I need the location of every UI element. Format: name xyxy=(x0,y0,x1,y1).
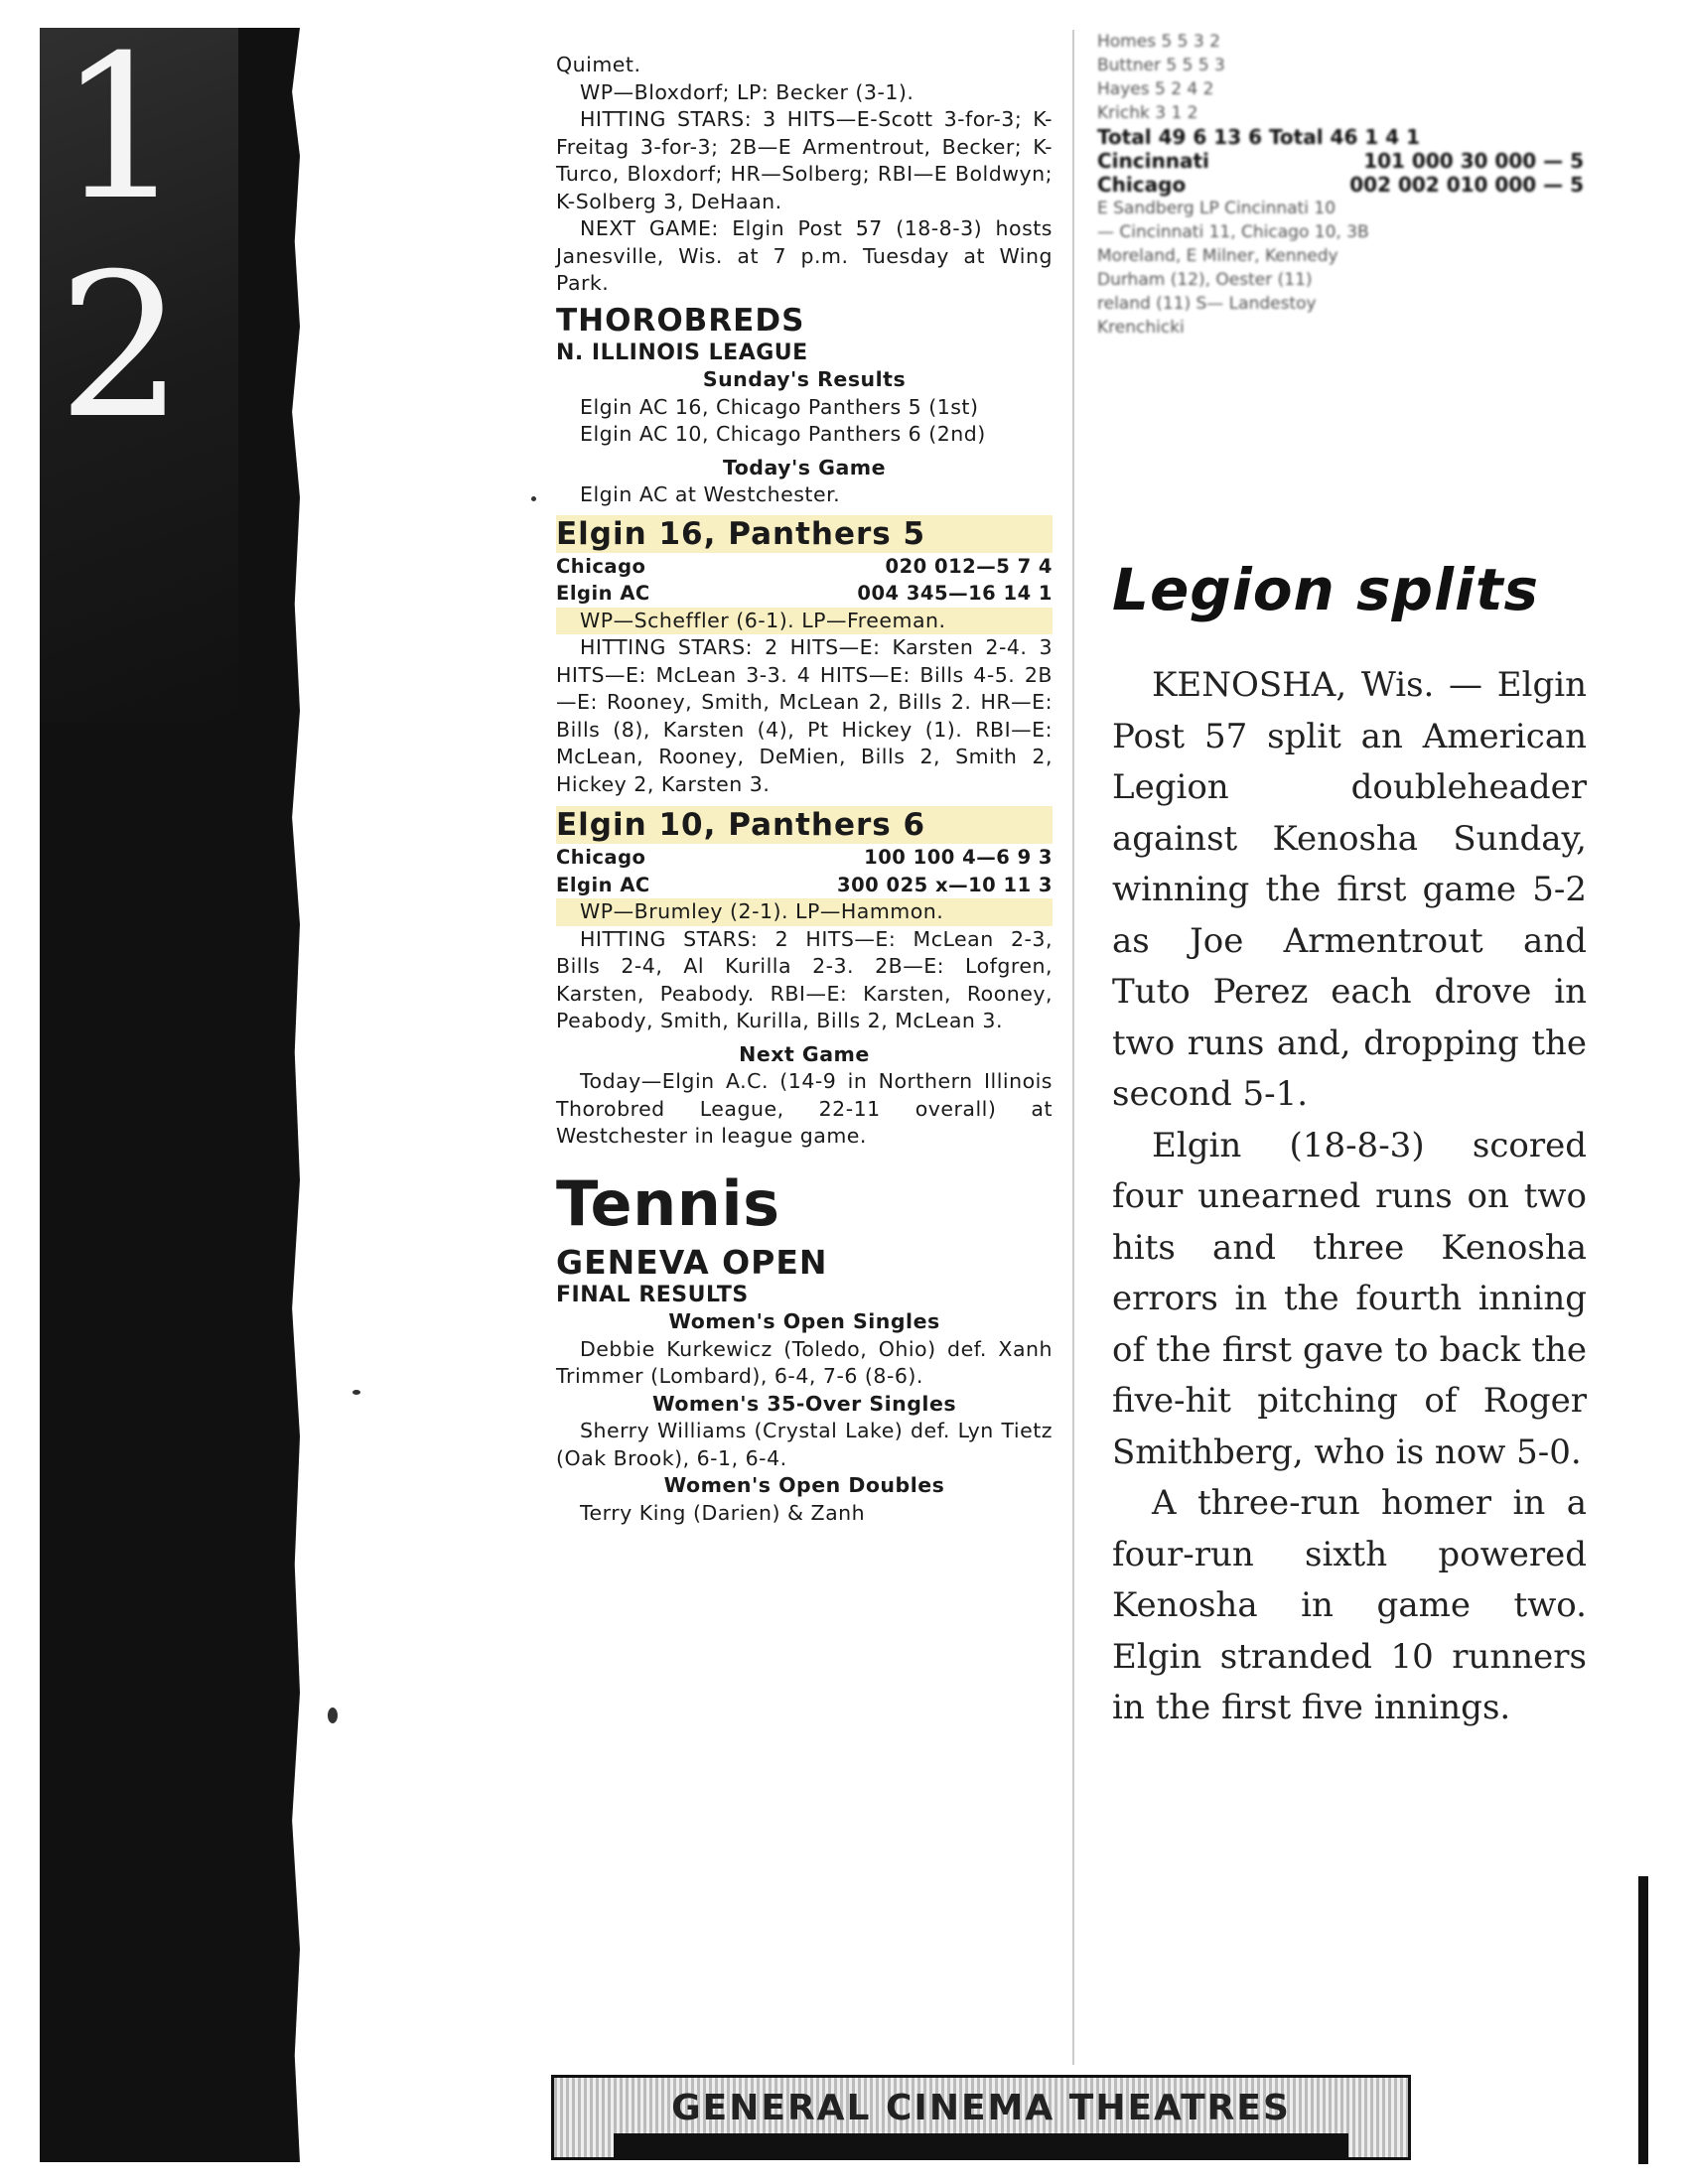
results-heading: Sunday's Results xyxy=(702,367,907,391)
team-name: Chicago xyxy=(556,554,646,578)
prev-story-line: Quimet. xyxy=(556,53,641,76)
line-score: 020 012—5 7 4 xyxy=(885,554,1053,578)
box-score-top-right xyxy=(1097,30,1584,340)
team-name: Elgin AC xyxy=(556,873,650,896)
box-note: E Sandberg LP Cincinnati 10 xyxy=(1097,199,1336,218)
story-paragraph: KENOSHA, Wis. — Elgin Post 57 split an American Legion doubleheader against Kenosha Sunday, winning the first game 5-2 as Joe Armentrout and Tuto Perez each drove in two runs and, dropping the second 5-1. xyxy=(1112,665,1587,1114)
sports-column-left xyxy=(556,52,1053,1527)
team-name: Chicago xyxy=(556,846,646,869)
story-paragraph: A three-run homer in a four-run sixth powered Kenosha in game two. Elgin stranded 10 runners in the first five innings. xyxy=(1112,1483,1587,1727)
line-score: 100 100 4—6 9 3 xyxy=(864,846,1053,869)
story-paragraph: Elgin (18-8-3) scored four unearned runs on two hits and three Kenosha errors in the fourth inning of the first gave to back the five-hit pitching of Roger Smithberg, who is now 5-0. xyxy=(1112,1125,1587,1472)
box-note: reland (11) S— Landestoy xyxy=(1097,294,1317,314)
story-headline: Legion splits xyxy=(1112,556,1540,623)
box-note: Durham (12), Oester (11) xyxy=(1097,270,1313,290)
result-line: Elgin AC 16, Chicago Panthers 5 (1st) xyxy=(580,394,979,419)
box-linescore-row xyxy=(1097,149,1584,173)
box-line: Krichk 3 1 2 xyxy=(1097,103,1198,123)
event-heading: Women's Open Singles xyxy=(668,1309,940,1333)
line-score: 002 002 010 000 — 5 xyxy=(1349,173,1584,197)
box-note: — Cincinnati 11, Chicago 10, 3B xyxy=(1097,222,1369,242)
linescore-row xyxy=(556,580,1053,608)
box-line: Hayes 5 2 4 2 xyxy=(1097,79,1214,99)
box-note: Moreland, E Milner, Kennedy xyxy=(1097,246,1338,266)
scan-speck xyxy=(328,1707,338,1723)
team-name: Elgin AC xyxy=(556,582,650,605)
tournament-heading: GENEVA OPEN xyxy=(556,1242,828,1282)
column-divider xyxy=(1072,30,1074,2065)
event-heading: Women's 35-Over Singles xyxy=(651,1391,957,1416)
linescore-row xyxy=(556,844,1053,872)
game1-pitchers: WP—Scheffler (6-1). LP—Freeman. xyxy=(556,608,1053,635)
today-game: Elgin AC at Westchester. xyxy=(580,482,841,506)
game1-headline: Elgin 16, Panthers 5 xyxy=(556,515,1053,553)
scan-speck xyxy=(352,1390,360,1395)
box-line: Buttner 5 5 5 3 xyxy=(1097,56,1225,75)
tennis-heading: Tennis xyxy=(556,1166,780,1240)
box-line: Homes 5 5 3 2 xyxy=(1097,32,1220,52)
prev-story-next-game: NEXT GAME: Elgin Post 57 (18-8-3) hosts Janesville, Wis. at 7 p.m. Tuesday at Wing Park. xyxy=(556,216,1053,295)
final-results-heading: FINAL RESULTS xyxy=(556,1282,749,1307)
story-body xyxy=(1112,660,1587,1734)
game1-hitting-stars: HITTING STARS: 2 HITS—E: Karsten 2-4. 3 HITS—E: McLean 3-3. 4 HITS—E: Bills 4-5. 2B—E: Rooney, Smith, McLean 2, Bills 2. HR—E: Bills (8), Karsten (4), Pt Hickey (1). RBI—E: McLean, Rooney, DeMien, Bills 2, Smith 2, Hickey 2, Karsten 3. xyxy=(556,635,1053,796)
edge-mark xyxy=(1638,1876,1648,2164)
page-number-top: 1 xyxy=(58,13,185,244)
event-heading: Women's Open Doubles xyxy=(663,1473,945,1497)
next-game-text: Today—Elgin A.C. (14-9 in Northern Illinois Thorobred League, 22-11 overall) at Westchester in league game. xyxy=(556,1069,1053,1148)
result-line: Elgin AC 10, Chicago Panthers 6 (2nd) xyxy=(580,422,986,446)
faded-box-score xyxy=(1097,30,1584,340)
game2-hitting-stars: HITTING STARS: 2 HITS—E: McLean 2-3, Bills 2-4, Al Kurilla 2-3. 2B—E: Lofgren, Karsten, Peabody. RBI—E: Karsten, Rooney, Peabody, Smith, Kurilla, Bills 2, McLean 3. xyxy=(556,926,1053,1032)
box-linescore-row xyxy=(1097,173,1584,197)
page-number-bottom: 2 xyxy=(58,231,185,463)
line-score: 300 025 x—10 11 3 xyxy=(837,873,1053,896)
event-result: Sherry Williams (Crystal Lake) def. Lyn Tietz (Oak Brook), 6-1, 6-4. xyxy=(556,1419,1053,1470)
line-score: 004 345—16 14 1 xyxy=(857,582,1053,605)
event-result: Debbie Kurkewicz (Toledo, Ohio) def. Xanh Trimmer (Lombard), 6-4, 7-6 (8-6). xyxy=(556,1336,1053,1388)
linescore-row xyxy=(556,872,1053,899)
linescore-row xyxy=(556,553,1053,581)
league-heading: N. ILLINOIS LEAGUE xyxy=(556,340,808,365)
today-heading: Today's Game xyxy=(722,455,887,479)
game2-headline: Elgin 10, Panthers 6 xyxy=(556,806,1053,844)
advertisement-text: GENERAL CINEMA THEATRES xyxy=(671,2088,1291,2128)
cinema-advertisement xyxy=(551,2075,1411,2160)
box-total-row: Total 49 6 13 6 Total 46 1 4 1 xyxy=(1097,125,1421,149)
next-game-heading: Next Game xyxy=(739,1041,870,1066)
team-name: Cincinnati xyxy=(1097,149,1209,173)
team-name: Chicago xyxy=(1097,173,1187,197)
advertisement-bar xyxy=(614,2133,1348,2157)
thorobreds-heading: THOROBREDS xyxy=(556,302,805,339)
line-score: 101 000 30 000 — 5 xyxy=(1363,149,1584,173)
prev-story-stars: HITTING STARS: 3 HITS—E-Scott 3-for-3; K-Freitag 3-for-3; 2B—E Armentrout, Becker; K-Turco, Bloxdorf; HR—Solberg; RBI—E Boldwyn; K-Solberg 3, DeHaan. xyxy=(556,107,1053,213)
box-note: Krenchicki xyxy=(1097,318,1185,338)
game2-pitchers: WP—Brumley (2-1). LP—Hammon. xyxy=(556,898,1053,926)
event-result: Terry King (Darien) & Zanh xyxy=(580,1500,866,1525)
scan-speck xyxy=(531,496,536,501)
prev-story-wp: WP—Bloxdorf; LP: Becker (3-1). xyxy=(580,79,914,104)
